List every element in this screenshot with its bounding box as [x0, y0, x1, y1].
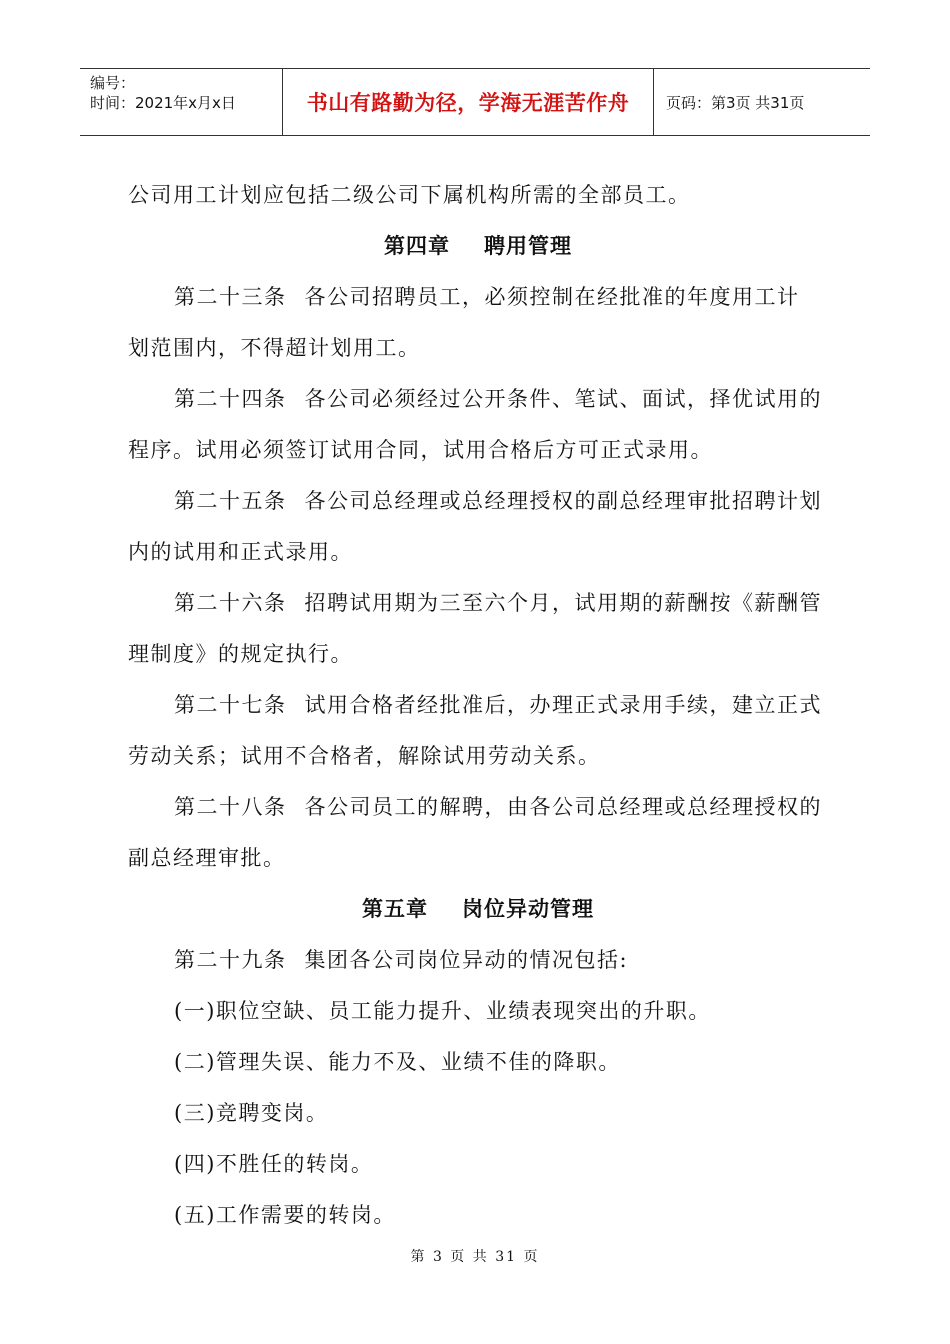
article-24	[128, 374, 828, 425]
list-item: (一)职位空缺、员工能力提升、业绩表现突出的升职。	[174, 999, 711, 1023]
article-27-number: 第二十七条	[174, 693, 287, 717]
page-footer: 第 3 页 共 31 页	[410, 1249, 540, 1265]
article-23-line2: 划范围内，不得超计划用工。	[128, 336, 421, 360]
list-item: (五)工作需要的转岗。	[174, 1203, 396, 1227]
chapter-5-number: 第五章	[362, 897, 428, 921]
article-28	[128, 782, 828, 833]
article-28-number: 第二十八条	[174, 795, 287, 819]
article-29-number: 第二十九条	[174, 948, 287, 972]
article-26	[128, 578, 828, 629]
article-24-number: 第二十四条	[174, 387, 287, 411]
article-28-line2: 副总经理审批。	[128, 846, 286, 870]
article-25-line1: 各公司总经理或总经理授权的副总经理审批招聘计划	[304, 489, 822, 513]
article-27	[128, 680, 828, 731]
article-24-line2: 程序。试用必须签订试用合同，试用合格后方可正式录用。	[128, 438, 713, 462]
list-item: (二)管理失误、能力不及、业绩不佳的降职。	[174, 1050, 621, 1074]
list-item: (四)不胜任的转岗。	[174, 1152, 374, 1176]
article-25-number: 第二十五条	[174, 489, 287, 513]
article-29	[128, 935, 828, 986]
article-26-line1: 招聘试用期为三至六个月，试用期的薪酬按《薪酬管	[304, 591, 822, 615]
article-27-line1: 试用合格者经批准后，办理正式录用手续，建立正式	[304, 693, 822, 717]
article-29-line1: 集团各公司岗位异动的情况包括:	[304, 948, 629, 972]
list-item: (三)竞聘变岗。	[174, 1101, 329, 1125]
header-motto: 书山有路勤为径，学海无涯苦作舟	[282, 69, 654, 135]
chapter-4-title: 聘用管理	[484, 234, 572, 258]
time-label: 时间：2021年x月x日	[90, 94, 236, 112]
article-26-line2: 理制度》的规定执行。	[128, 642, 353, 666]
article-25	[128, 476, 828, 527]
article-26-number: 第二十六条	[174, 591, 287, 615]
article-28-line1: 各公司员工的解聘，由各公司总经理或总经理授权的	[304, 795, 822, 819]
document-body	[128, 170, 828, 1241]
article-25-line2: 内的试用和正式录用。	[128, 540, 353, 564]
header-page-info: 页码：第3页 共31页	[666, 93, 805, 112]
article-23-number: 第二十三条	[174, 285, 287, 309]
page-header	[80, 68, 870, 136]
article-24-line1: 各公司必须经过公开条件、笔试、面试，择优试用的	[304, 387, 822, 411]
article-23	[128, 272, 828, 323]
number-label: 编号：	[90, 74, 136, 92]
chapter-5-title: 岗位异动管理	[462, 897, 594, 921]
chapter-5-heading	[128, 884, 828, 935]
chapter-4-heading	[128, 221, 828, 272]
intro-paragraph: 公司用工计划应包括二级公司下属机构所需的全部员工。	[128, 183, 691, 207]
header-meta	[80, 69, 282, 135]
article-23-line1: 各公司招聘员工，必须控制在经批准的年度用工计	[304, 285, 800, 309]
chapter-4-number: 第四章	[384, 234, 450, 258]
article-27-line2: 劳动关系；试用不合格者，解除试用劳动关系。	[128, 744, 601, 768]
